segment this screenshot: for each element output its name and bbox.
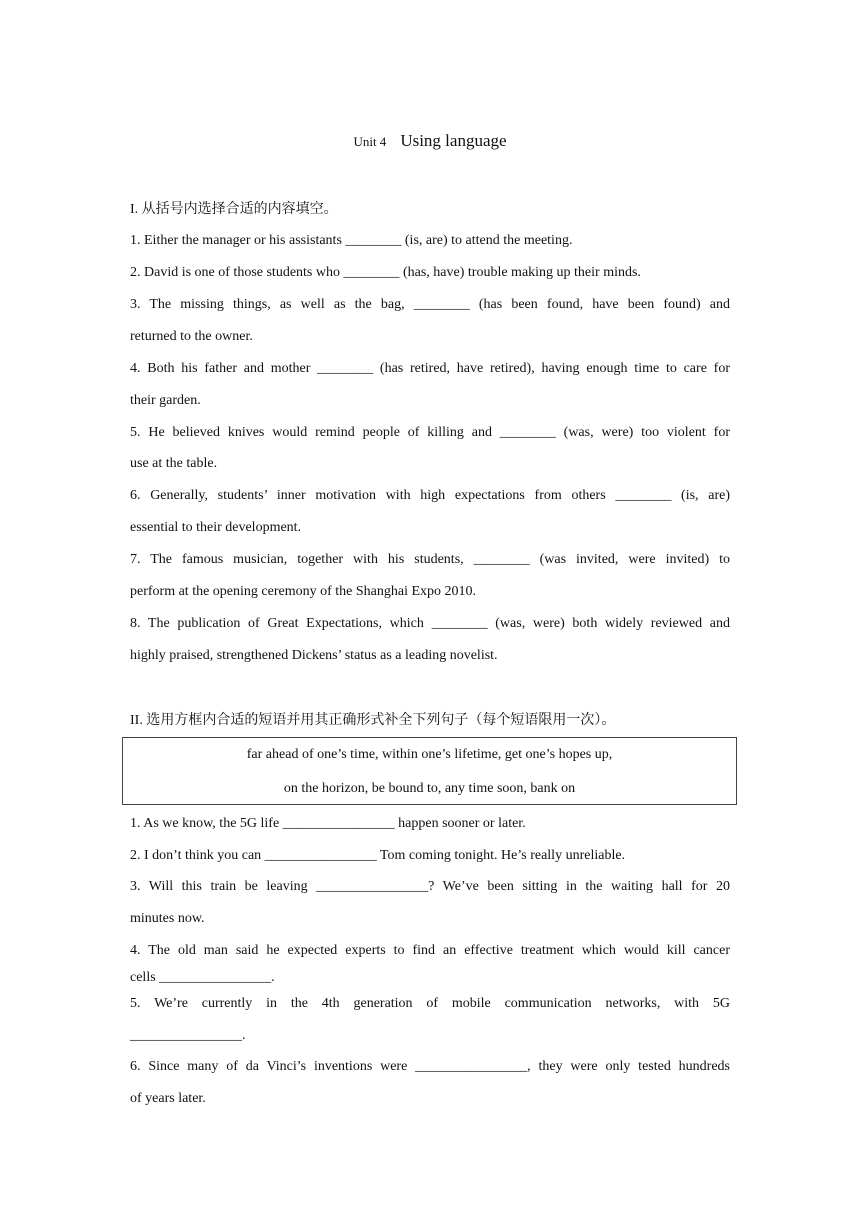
s2-line: minutes now. (130, 911, 205, 926)
s1-line: 7. The famous musician, together with his students, ________ (was invited, were invited) to (130, 552, 730, 567)
s1-line: 6. Generally, students’ inner motivation with high expectations from others ________ (is, are) (130, 488, 730, 503)
s1-line: use at the table. (130, 456, 218, 471)
s2-line: 2. I don’t think you can ________________ Tom coming tonight. He’s really unreliable. (130, 848, 626, 863)
s2-line: 6. Since many of da Vinci’s inventions were ________________, they were only tested hundreds (130, 1059, 730, 1074)
phrase-box-line: far ahead of one’s time, within one’s lifetime, get one’s hopes up, (246, 747, 613, 762)
unit-title: Using language (400, 131, 507, 150)
s2-line: cells ________________. (130, 970, 275, 985)
section-1-heading: I. 从括号内选择合适的内容填空。 (130, 202, 338, 217)
s1-line: essential to their development. (130, 520, 302, 535)
s1-line: their garden. (130, 393, 201, 408)
s1-line: perform at the opening ceremony of the Shanghai Expo 2010. (130, 584, 477, 599)
phrase-box (122, 737, 737, 805)
s1-line: highly praised, strengthened Dickens’ status as a leading novelist. (130, 648, 498, 663)
s1-line: 3. The missing things, as well as the bag, ________ (has been found, have been found) and (130, 297, 730, 312)
s1-line: 4. Both his father and mother ________ (has retired, have retired), having enough time to care for (130, 361, 730, 376)
unit-label: Unit 4 (353, 134, 387, 149)
s1-line: returned to the owner. (130, 329, 253, 344)
s2-line: 4. The old man said he expected experts to find an effective treatment which would kill cancer (130, 943, 730, 958)
s1-line: 1. Either the manager or his assistants ________ (is, are) to attend the meeting. (130, 233, 573, 248)
phrase-box-line: on the horizon, be bound to, any time soon, bank on (283, 781, 576, 796)
s1-line: 5. He believed knives would remind people of killing and ________ (was, were) too violent for (130, 425, 730, 440)
page-title (0, 131, 860, 151)
s2-line: 1. As we know, the 5G life ________________ happen sooner or later. (130, 816, 526, 831)
s2-line: 5. We’re currently in the 4th generation of mobile communication networks, with 5G (130, 996, 730, 1011)
s1-line: 2. David is one of those students who ________ (has, have) trouble making up their minds. (130, 265, 641, 280)
s2-line: 3. Will this train be leaving ________________? We’ve been sitting in the waiting hall for 20 (130, 879, 730, 894)
s2-line: of years later. (130, 1091, 206, 1106)
s2-line: ________________. (130, 1028, 246, 1043)
s1-line: 8. The publication of Great Expectations, which ________ (was, were) both widely reviewed and (130, 616, 730, 631)
section-2-heading: II. 选用方框内合适的短语并用其正确形式补全下列句子（每个短语限用一次）。 (130, 713, 616, 728)
